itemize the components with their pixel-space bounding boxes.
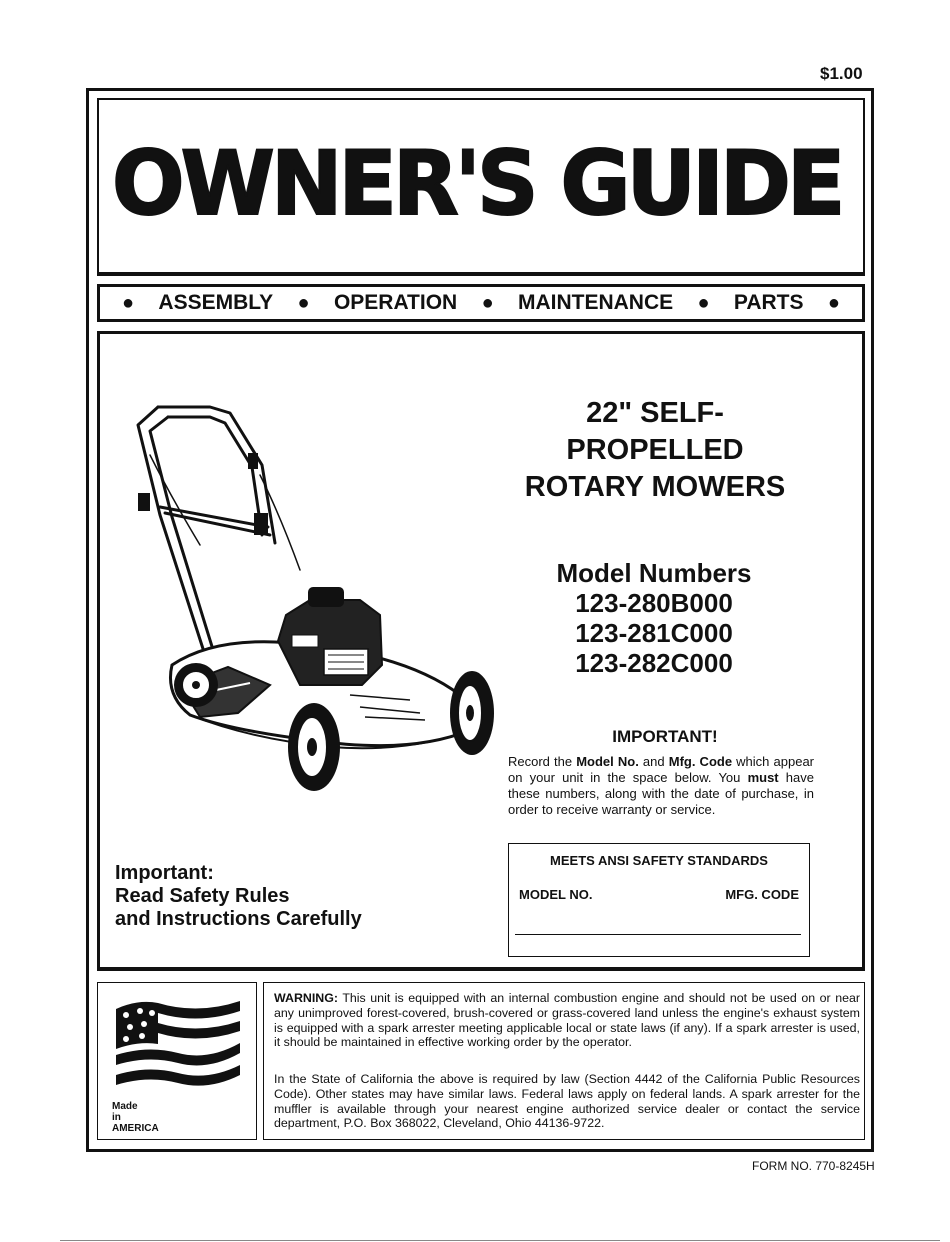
model-number: 123-282C000 xyxy=(575,648,733,678)
bullet-icon: ● xyxy=(481,291,494,314)
topic-maintenance: MAINTENANCE xyxy=(517,291,674,314)
warning-paragraph xyxy=(274,991,860,1050)
text-run: which appear on your unit in the space below. You xyxy=(508,754,814,785)
made-line: AMERICA xyxy=(112,1123,159,1134)
bullet-icon: ● xyxy=(122,291,135,314)
ansi-heading: MEETS ANSI SAFETY STANDARDS xyxy=(550,853,768,868)
write-in-line xyxy=(515,934,801,935)
american-flag-icon xyxy=(108,989,248,1099)
text-run: have these numbers, along with the date of purchase, in order to receive warranty or service. xyxy=(508,770,814,817)
lawn-mower-illustration xyxy=(110,395,505,800)
text-run-bold: Model No. xyxy=(576,754,639,769)
topic-assembly: ASSEMBLY xyxy=(158,291,274,314)
text-run: and xyxy=(638,754,669,769)
headline-line: ROTARY MOWERS xyxy=(524,471,786,503)
price-label: $1.00 xyxy=(820,64,863,83)
important-heading: IMPORTANT! xyxy=(612,727,718,746)
text-run-bold: Mfg. Code xyxy=(668,754,733,769)
headline-line: 22" SELF- xyxy=(586,397,724,429)
warning-label: WARNING: xyxy=(274,991,339,1005)
safety-line: Important: xyxy=(115,862,214,884)
warning-box xyxy=(263,982,865,1140)
made-line: Made xyxy=(112,1101,138,1112)
bullet-icon: ● xyxy=(827,291,840,314)
safety-line: and Instructions Carefully xyxy=(115,908,362,930)
topic-parts: PARTS xyxy=(733,291,804,314)
made-in-america-box xyxy=(97,982,257,1140)
model-numbers xyxy=(510,558,798,678)
form-number: FORM NO. 770-8245H xyxy=(752,1159,875,1173)
model-numbers-heading: Model Numbers xyxy=(556,558,752,588)
made-in-america-label xyxy=(112,1101,159,1134)
safety-line: Read Safety Rules xyxy=(115,885,290,907)
text-run: Record the xyxy=(508,754,577,769)
bullet-icon: ● xyxy=(697,291,710,314)
topics-bar xyxy=(97,284,865,322)
mfg-code-label: MFG. CODE xyxy=(725,887,799,902)
text-run-bold: must xyxy=(747,770,779,785)
bottom-rule xyxy=(60,1240,940,1241)
page-title: OWNER'S GUIDE xyxy=(112,132,842,235)
ansi-record-box xyxy=(508,843,810,957)
product-headline xyxy=(500,395,810,506)
safety-notice xyxy=(115,862,362,931)
made-line: in xyxy=(112,1112,121,1123)
headline-line: PROPELLED xyxy=(566,434,744,466)
warning-text: This unit is equipped with an internal combustion engine and should not be used on or near any unimproved forest-covered, brush-covered or grass-covered land unless the engine's exhaust system is equipped with a spark arrester meeting applicable local or state laws (if any). If a spark arrester is used, it should be maintained in effective working order by the operator. xyxy=(274,991,860,1050)
topic-operation: OPERATION xyxy=(333,291,458,314)
model-number: 123-281C000 xyxy=(575,618,733,648)
model-number: 123-280B000 xyxy=(575,588,733,618)
bullet-icon: ● xyxy=(297,291,310,314)
model-no-label: MODEL NO. xyxy=(519,887,593,902)
record-instructions xyxy=(508,754,814,818)
california-paragraph: In the State of California the above is required by law (Section 4442 of the California Public Resources Code). Other states may have similar laws. Federal laws apply on federal lands. A spark arrester for the muffler is available through your nearest engine authorized service dealer or contact the service department, P.O. Box 368022, Cleveland, Ohio 44136-9722. xyxy=(274,1072,860,1131)
